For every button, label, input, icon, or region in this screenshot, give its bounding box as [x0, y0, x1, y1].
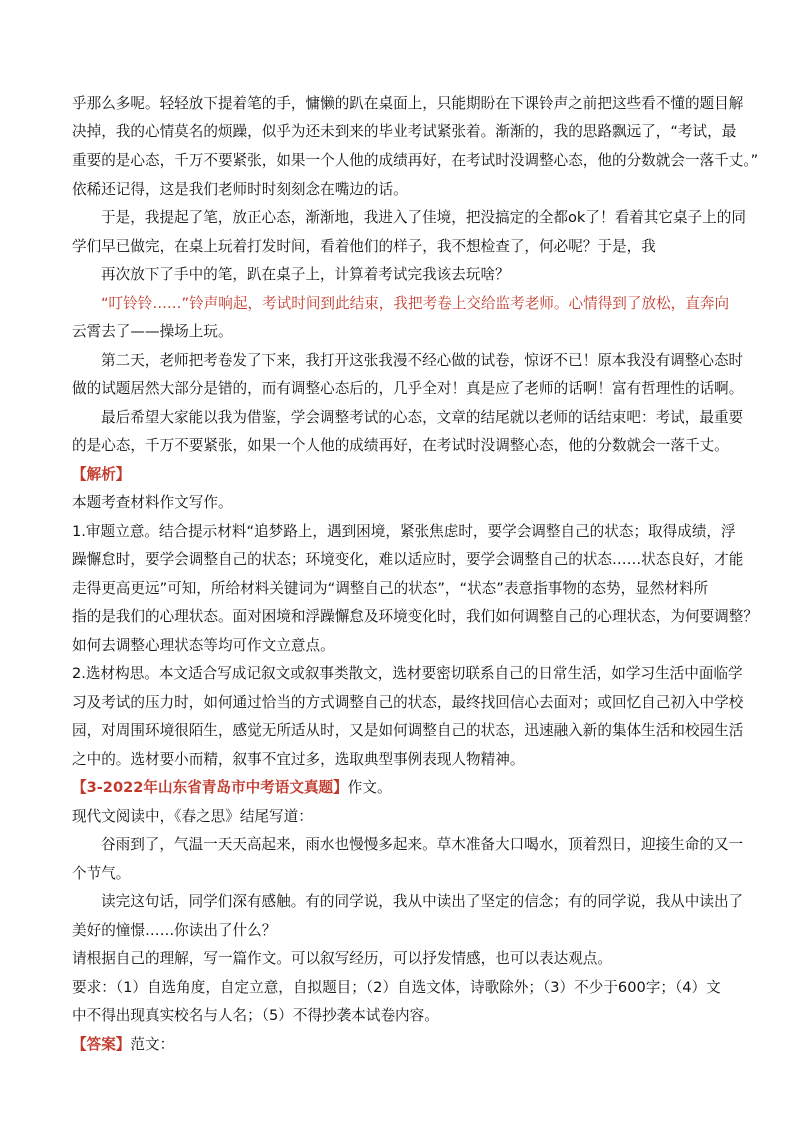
analysis-line: 2.选材构思。本文适合写成记叙文或叙事类散文，选材要密切联系自己的日常生活，如学习生活中面临学: [72, 665, 743, 682]
question-line: 现代文阅读中，《春之思》结尾写道：: [72, 808, 313, 825]
analysis-line: 之中的。选材要小而精，叙事不宜过多，选取典型事例表现人物精神。: [72, 751, 525, 768]
essay-line: 第二天，老师把考卷发了下来，我打开这张我漫不经心做的试卷，惊讶不已！原本我没有调整心态时: [101, 352, 744, 369]
answer-heading: 【答案】: [72, 1036, 131, 1053]
analysis-line: 指的是我们的心理状态。面对困境和浮躁懈怠及环境变化时，我们如何调整自己的心理状态，为何要调整？: [72, 608, 758, 625]
essay-line-highlight: “叮铃铃……”铃声响起，考试时间到此结束，我把考卷上交给监考老师。心情得到了放松，直奔向: [101, 295, 730, 312]
essay-line: 于是，我提起了笔，放正心态，渐渐地，我进入了佳境，把没搞定的全都ok了！看着其它桌子上的同: [101, 209, 746, 226]
analysis-line: 如何去调整心理状态等均可作文立意点。: [72, 637, 335, 654]
question-line: 美好的憧憬……你读出了什么？: [72, 922, 277, 939]
essay-line: 再次放下了手中的笔，趴在桌子上，计算着考试完我该去玩啥？: [101, 266, 510, 283]
question-type: 作文。: [347, 779, 392, 796]
analysis-line: 走得更高更远”可知，所给材料关键词为“调整自己的状态”，“状态”表意指事物的态势，显然材料所: [72, 580, 709, 597]
question-line: 个节气。: [72, 865, 131, 882]
essay-line: 决掉，我的心情莫名的烦躁，似乎为还未到来的毕业考试紧张着。渐渐的，我的思路飘远了，“考试，最: [72, 123, 737, 140]
essay-line: 做的试题居然大部分是错的，而有调整心态后的，几乎全对！真是应了老师的话啊！富有哲理性的话啊。: [72, 380, 744, 397]
essay-line: 依稀还记得，这是我们老师时时刻刻念在嘴边的话。: [72, 181, 408, 198]
question-line: 读完这句话，同学们深有感触。有的同学说，我从中读出了坚定的信念；有的同学说，我从中读出了: [101, 893, 744, 910]
question-line: 请根据自己的理解，写一篇作文。可以叙写经历，可以抒发情感，也可以表达观点。: [72, 950, 612, 967]
essay-line: 学们早已做完，在桌上玩着打发时间，看着他们的样子，我不想检查了，何必呢？于是，我: [72, 238, 656, 255]
analysis-line: 习及考试的压力时，如何通过恰当的方式调整自己的状态，最终找回信心去面对；或回忆自己初入中学校: [72, 694, 744, 711]
analysis-line: 1.审题立意。结合提示材料“追梦路上，遇到困境，紧张焦虑时，要学会调整自己的状态；取得成绩，浮: [72, 523, 736, 540]
analysis-heading: 【解析】: [72, 466, 131, 483]
requirement-line: 要求：（1）自选角度，自定立意，自拟题目；（2）自选文体，诗歌除外；（3）不少于600字；（4）文: [72, 979, 721, 996]
essay-line: 乎那么多呢。轻轻放下提着笔的手，慵懒的趴在桌面上，只能期盼在下课铃声之前把这些看不懂的题目解: [72, 95, 744, 112]
question-line: 谷雨到了，气温一天天高起来，雨水也慢慢多起来。草木准备大口喝水，顶着烈日，迎接生命的又一: [101, 836, 744, 853]
requirement-line: 中不得出现真实校名与人名；（5）不得抄袭本试卷内容。: [72, 1007, 439, 1024]
question-heading-line: [72, 778, 392, 798]
sample-essay-label: 范文：: [130, 1036, 175, 1053]
essay-line: 云霄去了——操场上玩。: [72, 323, 233, 340]
essay-line: 的是心态，千万不要紧张，如果一个人他的成绩再好，在考试时没调整心态，他的分数就会一落千丈。: [72, 437, 729, 454]
question-source: 【3-2022年山东省青岛市中考语文真题】: [72, 779, 348, 796]
analysis-line: 躁懈怠时，要学会调整自己的状态；环境变化，难以适应时，要学会调整自己的状态……状态良好，才能: [72, 551, 744, 568]
essay-line: 重要的是心态，千万不要紧张，如果一个人他的成绩再好，在考试时没调整心态，他的分数就会一落千丈。”: [72, 152, 759, 169]
analysis-line: 园，对周围环境很陌生，感觉无所适从时，又是如何调整自己的状态，迅速融入新的集体生活和校园生活: [72, 722, 744, 739]
essay-line: 最后希望大家能以我为借鉴，学会调整考试的心态，文章的结尾就以老师的话结束吧：考试，最重要: [101, 409, 744, 426]
answer-heading-line: [72, 1035, 174, 1055]
analysis-line: 本题考查材料作文写作。: [72, 494, 233, 511]
